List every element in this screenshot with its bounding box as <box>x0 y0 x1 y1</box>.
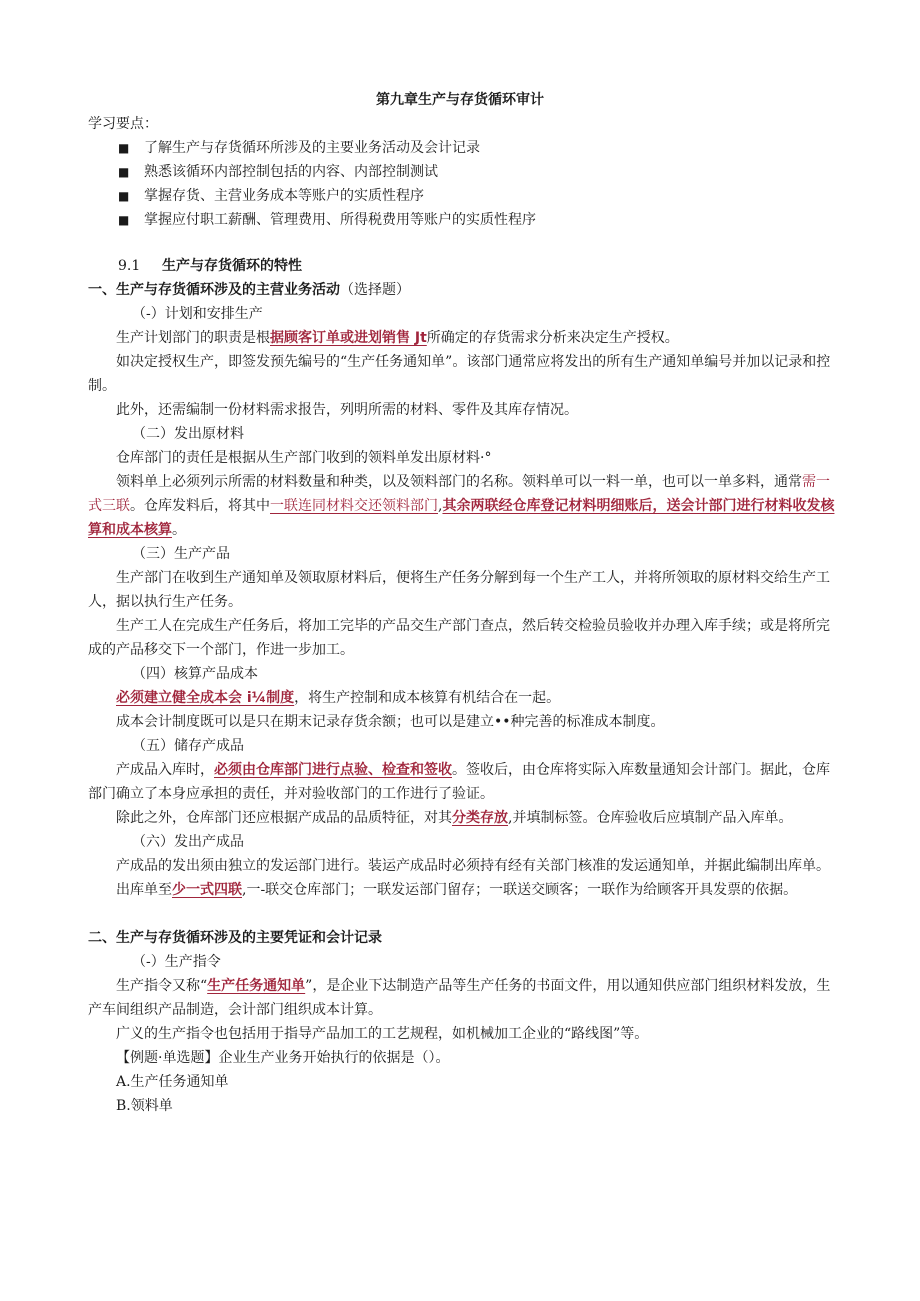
paragraph: 出库单至少一式四联,一-联交仓库部门；一联发运部门留存；一联送交顾客；一联作为给顾客开具发票的依据。 <box>116 882 798 898</box>
paragraph: 仓库部门的责任是根据从生产部门收到的领料单发出原材料·° <box>116 450 492 466</box>
paragraph: 生产指令又称“生产任务通知单”，是企业下达制造产品等生产任务的书面文件，用以通知供应部门组织材料发放，生产车间组织产品制造，会计部门组织成本计算。 <box>88 978 831 1018</box>
paragraph: 除此之外，仓库部门还应根据产成品的品质特征，对其分类存放,并填制标签。仓库验收后应填制产品入库单。 <box>116 810 793 826</box>
part2-heading: 二、生产与存货循环涉及的主要凭证和会计记录 <box>88 930 382 946</box>
option-b: B.领料单 <box>116 1098 173 1114</box>
highlighted-text: 其余两联经仓库登记材料明细账后，送会计部门进行材料收发核算和成本核算 <box>88 498 835 538</box>
paragraph: 生产计划部门的职责是根据顾客订单或进划销售 Jt所确定的存货需求分析来决定生产授权。 <box>116 330 679 346</box>
square-bullet-icon: ■ <box>118 189 130 203</box>
spacer <box>88 902 836 926</box>
subsection-title: （三）生产产品 <box>132 546 230 562</box>
highlighted-text: 必须由仓库部门进行点验、检查和签收 <box>214 762 452 778</box>
paragraph: 必须建立健全成本会 i¼制度，将生产控制和成本核算有机结合在一起。 <box>116 690 561 706</box>
highlighted-text: 分类存放 <box>452 810 508 826</box>
highlighted-text: 生产任务通知单 <box>207 978 306 994</box>
highlighted-text: 少一式四联 <box>172 882 242 898</box>
highlighted-text: 必须建立健全成本会 i¼制度 <box>116 690 295 706</box>
paragraph: 生产部门在收到生产通知单及领取原材料后，便将生产任务分解到每一个生产工人，并将所领取的原材料交给生产工人，据以执行生产任务。 <box>88 570 830 610</box>
paragraph: 成本会计制度既可以是只在期末记录存货余额；也可以是建立••种完善的标准成本制度。 <box>116 714 665 730</box>
square-bullet-icon: ■ <box>118 141 130 155</box>
subsection-title: （-）生产指令 <box>132 954 221 970</box>
learning-points-label: 学习要点： <box>88 116 158 132</box>
section-heading: 9.1 生产与存货循环的特性 <box>118 258 302 274</box>
paragraph: 生产工人在完成生产任务后，将加工完毕的产品交生产部门查点，然后转交检验员验收并办理入库手续；或是将所完成的产品移交下一个部门，作进一步加工。 <box>88 618 830 658</box>
highlighted-text: 据顾客订单或进划销售 Jt <box>270 330 427 346</box>
subsection-title: （五）储存产成品 <box>132 738 244 754</box>
list-item: ■ 掌握存货、主营业务成本等账户的实质性程序 <box>88 184 836 208</box>
subsection-title: （-）计划和安排生产 <box>132 306 263 322</box>
spacer <box>88 232 836 254</box>
subsection-title: （六）发出产成品 <box>132 834 244 850</box>
document-body <box>88 112 836 1118</box>
paragraph: 此外，还需编制一份材料需求报告，列明所需的材料、零件及其库存情况。 <box>116 402 578 418</box>
square-bullet-icon: ■ <box>118 165 130 179</box>
example-question: 【例题·单选题】企业生产业务开始执行的依据是（）。 <box>116 1050 450 1066</box>
paragraph: 领料单上必须列示所需的材料数量和种类，以及领料部门的名称。领料单可以一料一单，也可以一单多料，通常需一式三联。仓库发料后，将其中一联连同材料交还领料部门,其余两联经仓库登记材料明细账后，送会计部门进行材料收发核算和成本核算。 <box>88 474 835 538</box>
subsection-title: （四）核算产品成本 <box>132 666 258 682</box>
list-item: ■ 掌握应付职工薪酬、管理费用、所得税费用等账户的实质性程序 <box>88 208 836 232</box>
list-item: ■ 熟悉该循环内部控制包括的内容、内部控制测试 <box>88 160 836 184</box>
paragraph: 广义的生产指令也包括用于指导产品加工的工艺规程，如机械加工企业的“路线图”等。 <box>116 1026 649 1042</box>
highlighted-text: 需一式三联 <box>88 474 830 514</box>
option-a: A.生产任务通知单 <box>116 1074 229 1090</box>
part1-heading: 一、生产与存货循环涉及的主营业务活动（选择题） <box>88 282 410 298</box>
subsection-title: （二）发出原材料 <box>132 426 244 442</box>
square-bullet-icon: ■ <box>118 213 130 227</box>
page-title: 第九章生产与存货循环审计 <box>376 92 544 108</box>
paragraph: 如决定授权生产，即签发预先编号的“生产任务通知单”。该部门通常应将发出的所有生产通知单编号并加以记录和控制。 <box>88 354 831 394</box>
paragraph: 产成品的发出须由独立的发运部门进行。装运产成品时必须持有经有关部门核准的发运通知单，并据此编制出库单。 <box>116 858 830 874</box>
paragraph: 产成品入库时，必须由仓库部门进行点验、检查和签收。签收后，由仓库将实际入库数量通知会计部门。据此，仓库部门确立了本身应承担的责任，并对验收部门的工作进行了验证。 <box>88 762 830 802</box>
highlighted-text: 一联连同材料交还领料部门 <box>270 498 438 514</box>
list-item: ■ 了解生产与存货循环所涉及的主要业务活动及会计记录 <box>88 136 836 160</box>
